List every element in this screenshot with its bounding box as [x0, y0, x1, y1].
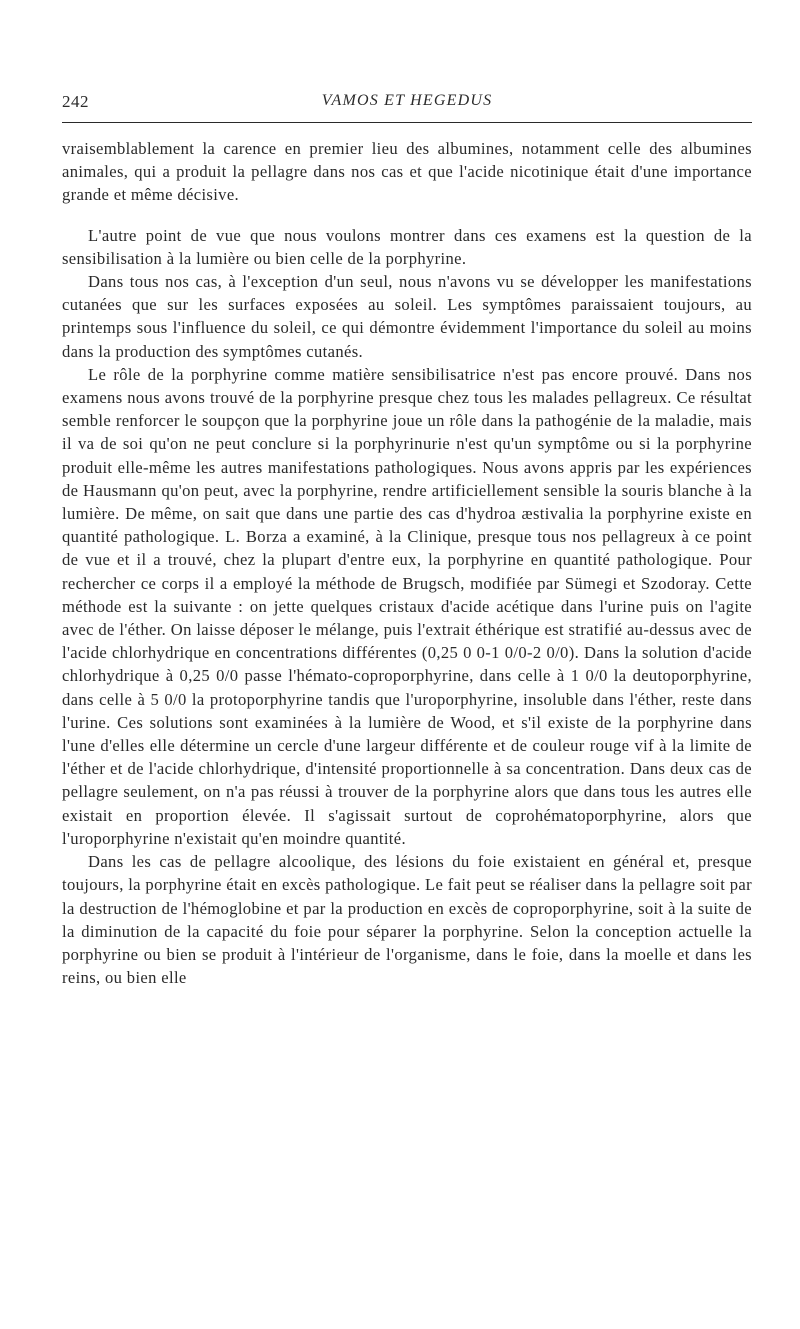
- paragraph-continuation: vraisemblablement la carence en premier lieu des albumines, notamment celle des albumines animales, qui a produit la pellagre dans nos cas et que l'acide nicotinique était d'une importance grande et même décisive.: [62, 139, 752, 205]
- paragraph-porphyrin-role: Le rôle de la porphyrine comme matière sensibilisatrice n'est pas encore prouvé. Dans nos examens nous avons trouvé de la porphyrine presque chez tous les malades pellagreux. Ce résultat semble renforcer le soupçon que la porphyrine joue un rôle dans la pathogénie de la maladie, mais il va de soi qu'on ne peut conclure si la porphyrinurie n'est qu'un symptôme ou si la porphyrine produit elle-même les autres manifestations pathologiques. Nous avons appris par les expériences de Hausmann qu'on peut, avec la porphyrine, rendre artificiellement sensible la souris blanche à la lumière. De même, on sait que dans une partie des cas d'hydroa æstivalia la porphyrine existe en quantité pathologique. L. Borza a examiné, à la Clinique, presque tous nos pellagreux à ce point de vue et il a trouvé, chez la plupart d'entre eux, la porphyrine en quantité pathologique. Pour rechercher ce corps il a employé la méthode de Brugsch, modifiée par Sümegi et Szodoray. Cette méthode est la suivante : on jette quelques cristaux d'acide acétique dans l'urine puis on l'agite avec de l'éther. On laisse déposer le mélange, puis l'extrait éthérique est stratifié au-dessus avec de l'acide chlorhydrique en concentrations différentes (0,25 0 0-1 0/0-2 0/0). Dans la solution d'acide chlorhydrique à 0,25 0/0 passe l'hémato-coproporphyrine, dans celle à 1 0/0 la deutoporphyrine, dans celle à 5 0/0 la protoporphyrine tandis que l'uroporphyrine, insoluble dans l'éther, reste dans l'urine. Ces solutions sont examinées à la lumière de Wood, et s'il existe de la porphyrine dans l'une d'elles elle détermine un cercle d'une largeur différente et de couleur rouge vif à la limite de l'éther et de l'acide chlorhydrique, d'intensité proportionnelle à sa concentration. Dans deux cas de pellagre seulement, on n'a pas réussi à trouver de la porphyrine alors que dans tous les autres elle existait en proportion élevée. Il s'agissait surtout de coprohématoporphyrine, alors que l'uroporphyrine n'existait qu'en moindre quantité.: [62, 364, 752, 848]
- paragraph-cutaneous-symptoms: Dans tous nos cas, à l'exception d'un seul, nous n'avons vu se développer les manifestations cutanées que sur les surfaces exposées au soleil. Les symptômes paraissaient toujours, au printemps sous l'influence du soleil, ce qui démontre évidemment l'importance du soleil au moins dans la production des symptômes cutanés.: [62, 272, 752, 361]
- header-rule: [62, 122, 752, 123]
- running-title: VAMOS ET HEGEDUS: [321, 92, 493, 109]
- body-text: [62, 137, 752, 989]
- paragraph-alcoholic-pellagra: Dans les cas de pellagre alcoolique, des lésions du foie existaient en général et, presque toujours, la porphyrine était en excès pathologique. Le fait peut se réaliser dans la pellagre soit par la destruction de l'hémoglobine et par la production en excès de coproporphyrine, soit à la suite de la diminution de la capacité du foie pour séparer la porphyrine. Selon la conception actuelle la porphyrine ou bien se produit à l'intérieur de l'organisme, dans le foie, dans la moelle et dans les reins, ou bien elle: [62, 852, 752, 988]
- page-number: 242: [62, 92, 89, 111]
- page: [62, 92, 752, 989]
- paragraph-sensibilisation: L'autre point de vue que nous voulons montrer dans ces examens est la question de la sensibilisation à la lumière ou bien celle de la porphyrine.: [62, 225, 752, 268]
- running-head: [62, 92, 752, 122]
